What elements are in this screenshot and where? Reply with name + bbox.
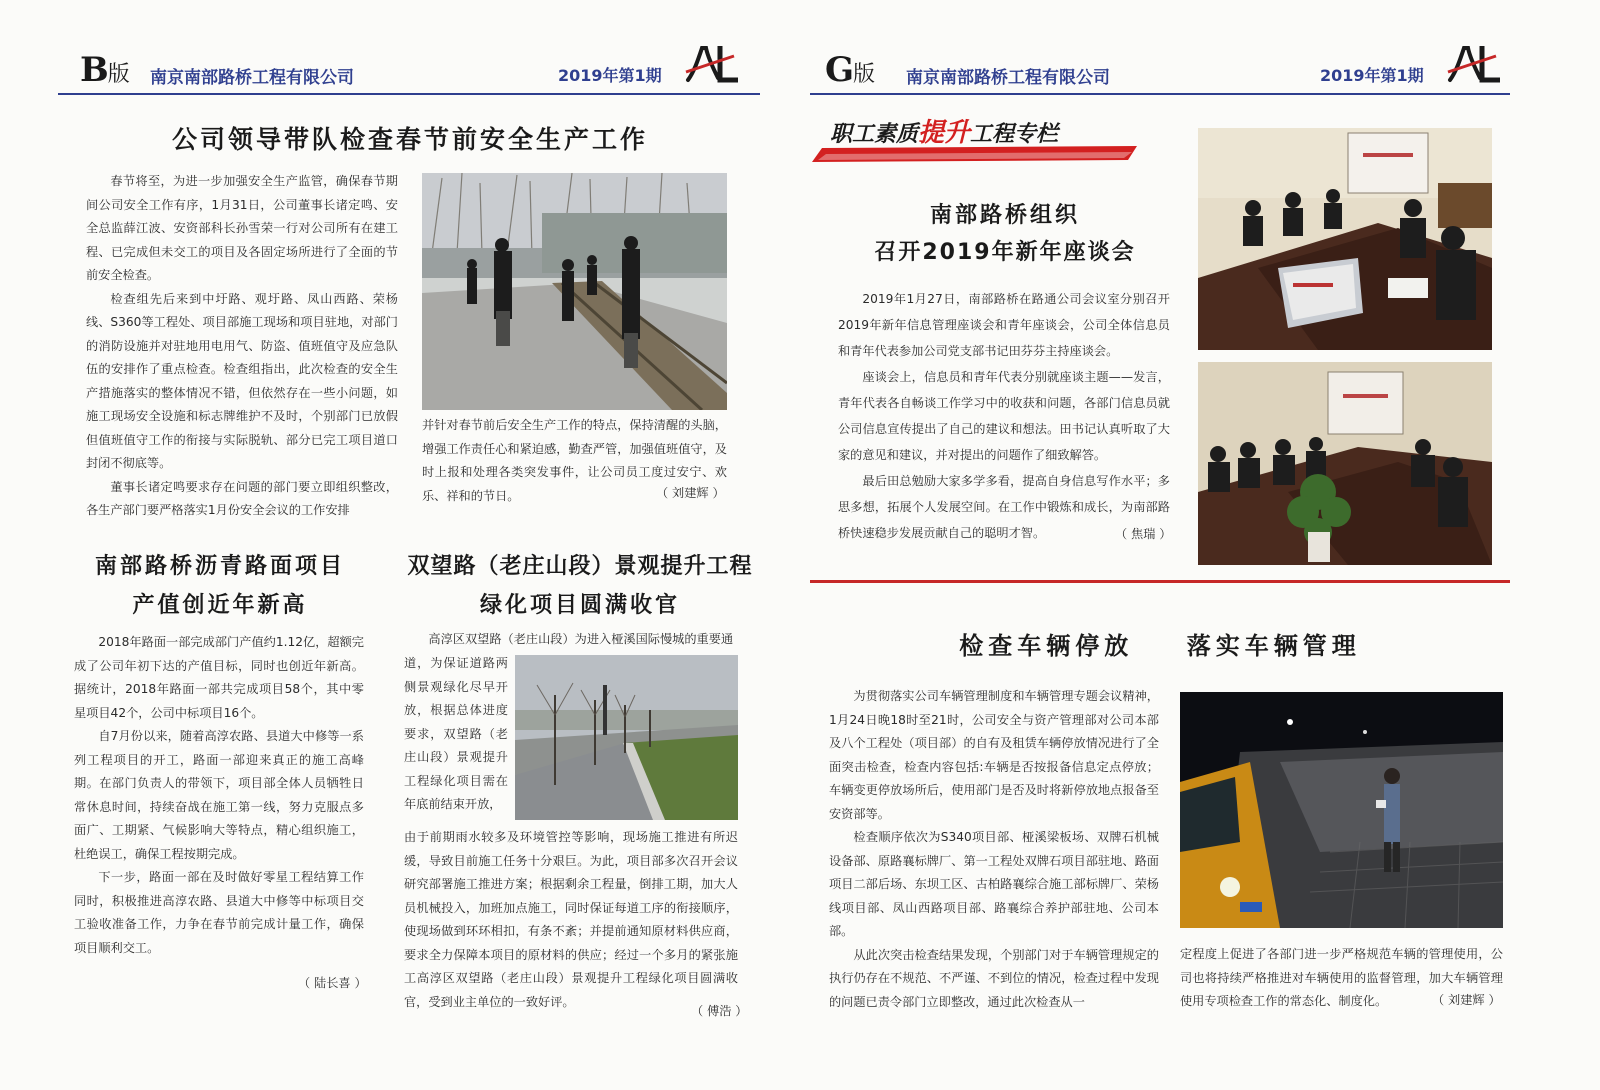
article-paragraph: 从此次突击检查结果发现，个别部门对于车辆管理规定的执行仍存在不规范、不严谨、不到位的情况，检查过程中发现的问题已责令部门立即整改，通过此次检查从一 bbox=[829, 947, 1159, 1009]
meeting-photo-1 bbox=[1198, 128, 1492, 350]
edition-label bbox=[80, 50, 130, 90]
article-author: （ 焦瑞 ） bbox=[1115, 527, 1172, 541]
article-author: （ 傅浩 ） bbox=[691, 1004, 748, 1018]
article-subtitle: 产值创近年新高 bbox=[132, 593, 308, 618]
issue-number: 2019年第1期 bbox=[558, 66, 662, 85]
article-intro bbox=[404, 628, 738, 652]
header-rule bbox=[58, 93, 760, 95]
edition-suffix: 版 bbox=[107, 62, 130, 87]
road-greening-photo bbox=[515, 655, 738, 820]
article-paragraph: 春节将至，为进一步加强安全生产监管，确保春节期间公司安全工作有序，1月31日，公司董事长诸定鸣、安全总监薛江波、安资部科长孙雪荣一行对公司所有在建工程、已完成但未交工的项目及各固定场所进行了全面的节前安全检查。 bbox=[86, 174, 398, 282]
company-logo-icon bbox=[684, 42, 740, 88]
issue-number: 2019年第1期 bbox=[1320, 66, 1424, 85]
article-subtitle: 召开2019年新年座谈会 bbox=[874, 240, 1136, 265]
article-body bbox=[838, 286, 1170, 546]
meeting-photo-2 bbox=[1198, 362, 1492, 565]
article-title: 公司领导带队检查春节前安全生产工作 bbox=[171, 125, 648, 154]
article-title: 检查车辆停放 落实车辆管理 bbox=[959, 632, 1361, 660]
article-body bbox=[829, 685, 1159, 1014]
article-paragraph: 下一步，路面一部在及时做好零星工程结算工作同时，积极推进高淳农路、县道大中修等中标项目交工验收准备工作，力争在春节前完成计量工作，确保项目顺利交工。 bbox=[74, 870, 364, 955]
article-paragraph: 自7月份以来，随着高淳农路、县道大中修等一系列工程项目的开工，路面一部迎来真正的施工高峰期。在部门负责人的带领下，项目部全体人员牺牲日常休息时间，持续奋战在施工第一线，努力克服点多面广、工期紧、气候影响大等特点，精心组织施工，杜绝误工，确保工程按期完成。 bbox=[74, 729, 364, 861]
article-author: （ 陆长喜 ） bbox=[298, 976, 367, 990]
column-banner-part1: 职工素质 bbox=[830, 122, 919, 147]
article-author: （ 刘建辉 ） bbox=[656, 486, 725, 500]
article-paragraph: 为贯彻落实公司车辆管理制度和车辆管理专题会议精神，1月24日晚18时至21时，公司安全与资产管理部对公司本部及八个工程处（项目部）的自有及租赁车辆停放情况进行了全面突击检查，检查内容包括:车辆是否按报备信息定点停放；车辆变更停放场所后，使用部门是否及时将新停放地点报备至安资部等。 bbox=[829, 689, 1159, 821]
article-paragraph: 董事长诸定鸣要求存在问题的部门要立即组织整改，各生产部门要严格落实1月份安全会议的工作安排 bbox=[86, 479, 398, 517]
article-body bbox=[74, 631, 364, 960]
article-paragraph: 高淳区双望路（老庄山段）为进入桠溪国际慢城的重要通 bbox=[428, 632, 734, 646]
article-title: 双望路（老庄山段）景观提升工程 bbox=[407, 554, 753, 579]
article-paragraph: 2019年1月27日，南部路桥在路通公司会议室分别召开2019年新年信息管理座谈会和青年座谈会，公司全体信息员和青年代表参加公司党支部书记田芬芬主持座谈会。 bbox=[838, 292, 1170, 358]
article-paragraph: 最后田总勉励大家多学多看，提高自身信息写作水平；多思多想，拓展个人发展空间。在工作中锻炼和成长，为南部路桥快速稳步发展贡献自己的聪明才智。 bbox=[838, 474, 1170, 540]
article-title: 南部路桥沥青路面项目 bbox=[94, 554, 345, 579]
article-body-continued: 并针对春节前后安全生产工作的特点，保持清醒的头脑，增强工作责任心和紧迫感，勤查严管，加强值班值守，及时上报和处理各类突发事件，让公司员工度过安宁、欢乐、祥和的节日。 bbox=[422, 418, 727, 503]
article-paragraph: 2018年路面一部完成部门产值约1.12亿，超额完成了公司年初下达的产值目标，同时也创近年新高。据统计，2018年路面一部共完成项目58个，其中零星项目42个，公司中标项目16个。 bbox=[74, 635, 364, 720]
article-paragraph: 座谈会上，信息员和青年代表分别就座谈主题——发言，青年代表各自畅谈工作学习中的收获和问题，各部门信息员就公司信息宣传提出了自己的建议和想法。田书记认真听取了大家的意见和建议，并对提出的问题作了细致解答。 bbox=[838, 370, 1170, 462]
article-body-continued: 定程度上促进了各部门进一步严格规范车辆的管理使用，公司也将持续严格推进对车辆使用的监督管理，加大车辆管理使用专项检查工作的常态化、制度化。 bbox=[1180, 947, 1503, 1008]
article-paragraph: 检查组先后来到中圩路、观圩路、凤山西路、荣杨线、S360等工程处、项目部施工现场和项目驻地，对部门的消防设施并对驻地用电用气、防盗、值班值守及应急队伍的安排作了重点检查。检查组指出，此次检查的安全生产措施落实的整体情况不错，但依然存在一些小问题，如施工现场安全设施和标志牌维护不及时，个别部门已放假但值班值守工作的衔接与实际脱轨、部分已完工项目道口封闭不彻底等。 bbox=[86, 291, 398, 470]
edition-label bbox=[825, 50, 875, 90]
article-paragraph: 检查顺序依次为S340项目部、桠溪梁板场、双牌石机械设备部、原路襄标牌厂、第一工程处双牌石项目部驻地、路面项目二部后场、东坝工区、古柏路襄综合施工部标牌厂、荣杨线项目部、凤山西路项目部、路襄综合养护部驻地、公司本部。 bbox=[829, 830, 1159, 938]
section-divider bbox=[810, 580, 1510, 583]
edition-suffix: 版 bbox=[853, 62, 876, 87]
company-name: 南京南部路桥工程有限公司 bbox=[150, 68, 354, 88]
edition-letter: G bbox=[825, 50, 854, 90]
header-rule bbox=[810, 93, 1510, 95]
inspection-photo bbox=[422, 173, 727, 410]
article-author: （ 刘建辉 ） bbox=[1432, 993, 1501, 1007]
column-banner-part3: 工程专栏 bbox=[970, 122, 1059, 147]
company-logo-icon bbox=[1446, 42, 1502, 88]
edition-letter: B bbox=[80, 50, 108, 90]
article-subtitle: 绿化项目圆满收官 bbox=[479, 593, 680, 618]
article-title: 南部路桥组织 bbox=[929, 203, 1080, 228]
column-banner bbox=[812, 110, 1137, 168]
vehicle-inspection-photo bbox=[1180, 692, 1503, 928]
article-body bbox=[86, 170, 398, 523]
company-name: 南京南部路桥工程有限公司 bbox=[906, 68, 1110, 88]
column-banner-part2: 提升 bbox=[918, 118, 971, 148]
article-body: 由于前期雨水较多及环境管控等影响，现场施工推进有所迟缓，导致目前施工任务十分艰巨。为此，项目部多次召开会议研究部署施工推进方案；根据剩余工程量，倒排工期，加大人员机械投入，加班加点施工，同时保证每道工序的衔接顺序，使现场做到环环相扣，有条不紊；并提前通知原材料供应商，要求全力保障本项目的原材料的供应；经过一个多月的紧张施工高淳区双望路（老庄山段）景观提升工程绿化项目圆满收官，受到业主单位的一致好评。 bbox=[404, 830, 738, 1009]
article-body-narrow: 道，为保证道路两侧景观绿化尽早开放，根据总体进度要求，双望路（老庄山段）景观提升工程绿化项目需在年底前结束开放， bbox=[404, 656, 508, 811]
